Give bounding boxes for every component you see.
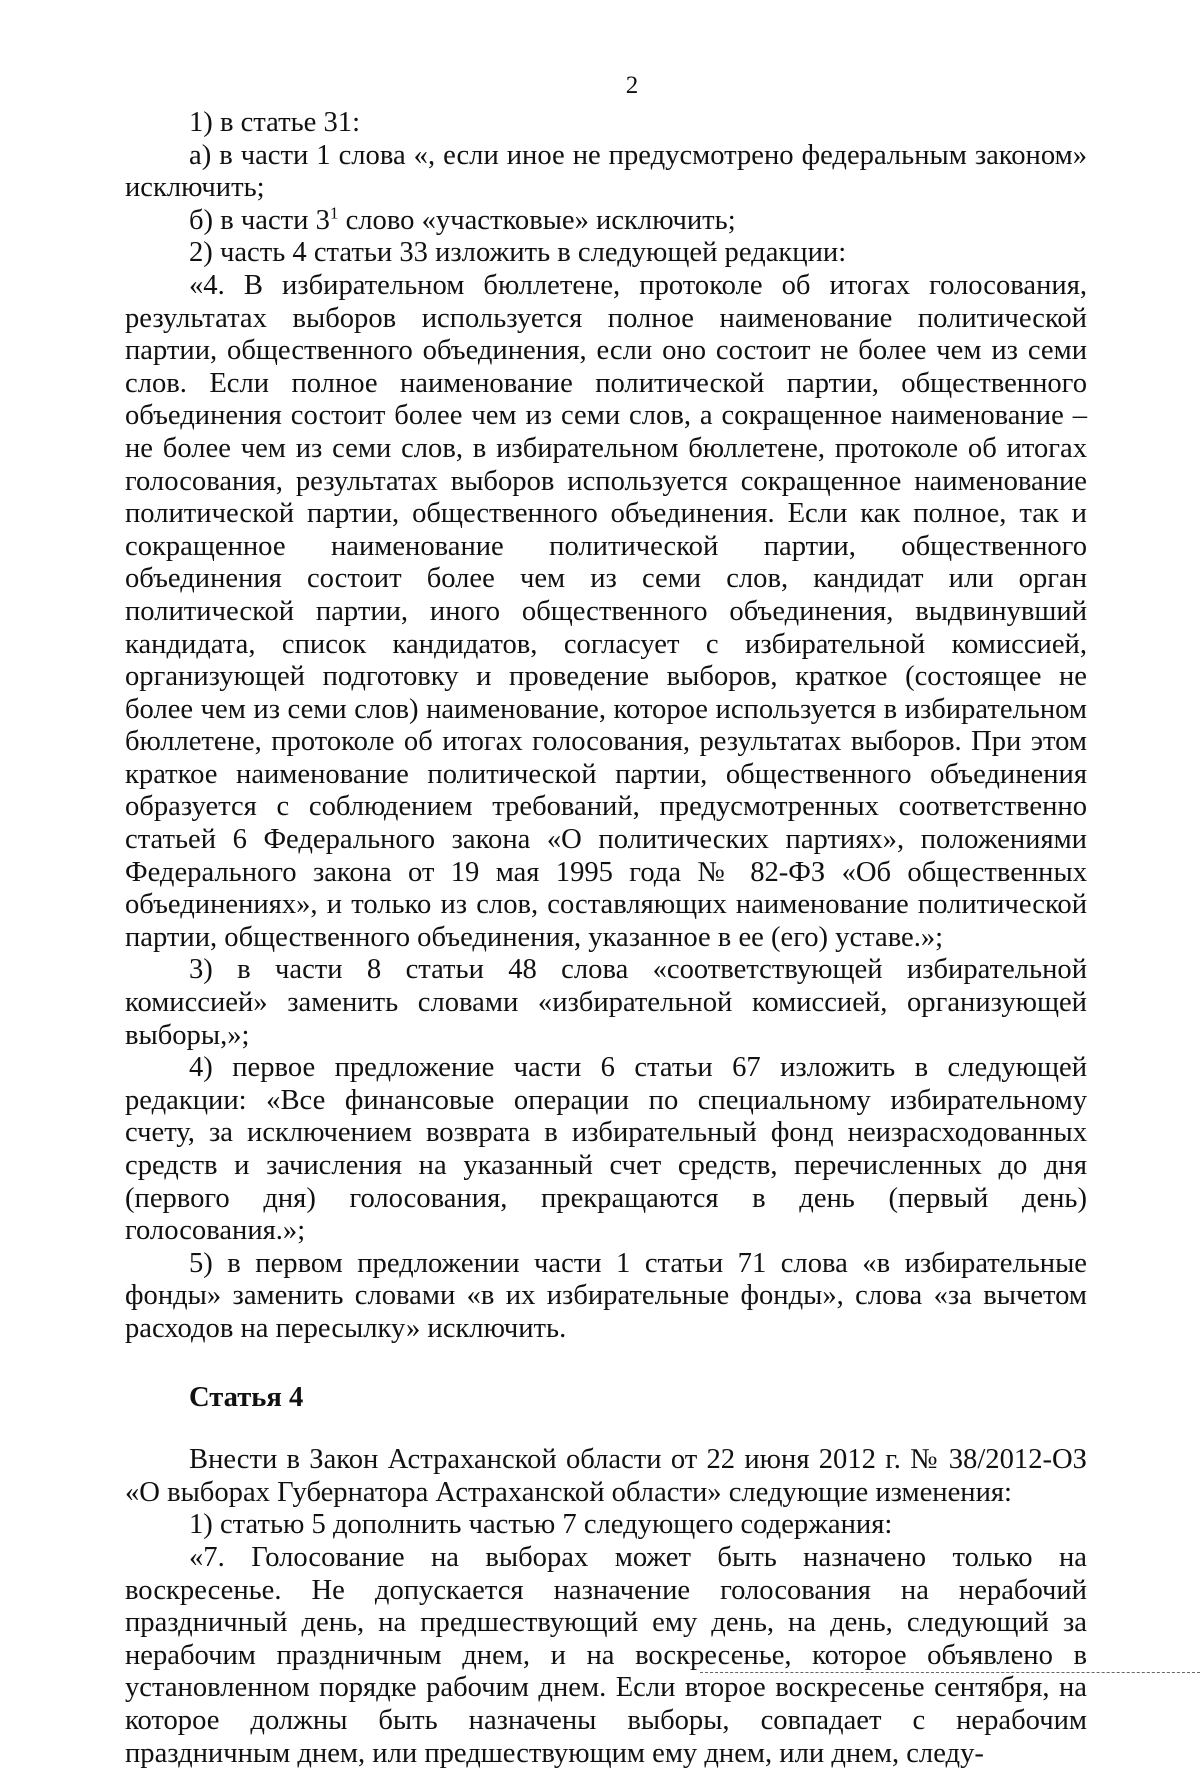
document-body (125, 107, 1087, 1770)
paragraph: 4) первое предложение части 6 статьи 67 изложить в следующей редакции: «Все финансовые операции по специальному избирательному счету, за исключением возврата в избирательный фонд неизрасходованных средств и зачисления на указанный счет средств, перечисленных до дня (первого дня) голосования, прекращаются в день (первый день) голосования.»; (125, 1052, 1087, 1247)
paragraph: 1) в статье 31: (189, 107, 361, 138)
paragraph: а) в части 1 слова «, если иное не предусмотрено федеральным законом» исключить; (125, 139, 1087, 204)
paragraph: 1) статью 5 дополнить частью 7 следующего содержания: (189, 1509, 893, 1541)
paragraph-text: б) в части 3 (189, 204, 330, 236)
scan-edge-line (700, 1672, 1200, 1673)
paragraph: «4. В избирательном бюллетене, протоколе об итогах голосования, результатах выборов используется полное наименование политической партии, общественного объединения, если оно состоит не более чем из семи слов. Если полное наименование политической партии, общественного объединения состоит более чем из семи слов, а сокращенное наименование – не более чем из семи слов, в избирательном бюллетене, протоколе об итогах голосования, результатах выборов используется сокращенное наименование политической партии, общественного объединения. Если как полное, так и сокращенное наименование политической партии, общественного объединения состоит более чем из семи слов, кандидат или орган политической партии, иного общественного объединения, выдвинувший кандидата, список кандидатов, согласует с избирательной комиссией, организующей подготовку и проведение выборов, краткое (состоящее не более чем из семи слов) наименование, которое используется в избирательном бюллетене, протоколе об итогах голосования, результатах выборов. При этом краткое наименование политической партии, общественного объединения образуется с соблюдением требований, предусмотренных соответственно статьей 6 Федерального закона «О политических партиях», положениями Федерального закона от 19 мая 1995 года № 82-ФЗ «Об общественных объединениях», и только из слов, составляющих наименование политической партии, общественного объединения, указанное в ее (его) уставе.»; (125, 269, 1087, 953)
page-number: 2 (625, 72, 639, 99)
paragraph-text: слово «участковые» исключить; (338, 204, 736, 236)
paragraph: 2) часть 4 статьи 33 изложить в следующей редакции: (189, 237, 847, 269)
paragraph: «7. Голосование на выборах может быть назначено только на воскресенье. Не допускается назначение голосования на нерабочий праздничный день, на предшествующий ему день, на день, следующий за нерабочим праздничным днем, и на воскресенье, которое объявлено в установленном порядке рабочим днем. Если второе воскресенье сентября, на которое должны быть назначены выборы, совпадает с нерабочим праздничным днем, или предшествующим ему днем, или днем, следу- (125, 1541, 1087, 1769)
paragraph: 5) в первом предложении части 1 статьи 71 слова «в избирательные фонды» заменить словами «в их избирательные фонды», слова «за вычетом расходов на пересылку» исключить. (125, 1247, 1087, 1344)
superscript: 1 (329, 203, 339, 223)
paragraph: Внести в Закон Астраханской области от 22 июня 2012 г. № 38/2012-ОЗ «О выборах Губернатора Астраханской области» следующие изменения: (125, 1444, 1087, 1508)
paragraph (125, 205, 1087, 238)
article-heading: Статья 4 (189, 1381, 304, 1413)
paragraph: 3) в части 8 статьи 48 слова «соответствующей избирательной комиссией» заменить словами «избирательной комиссией, организующей выборы,»; (125, 954, 1087, 1051)
